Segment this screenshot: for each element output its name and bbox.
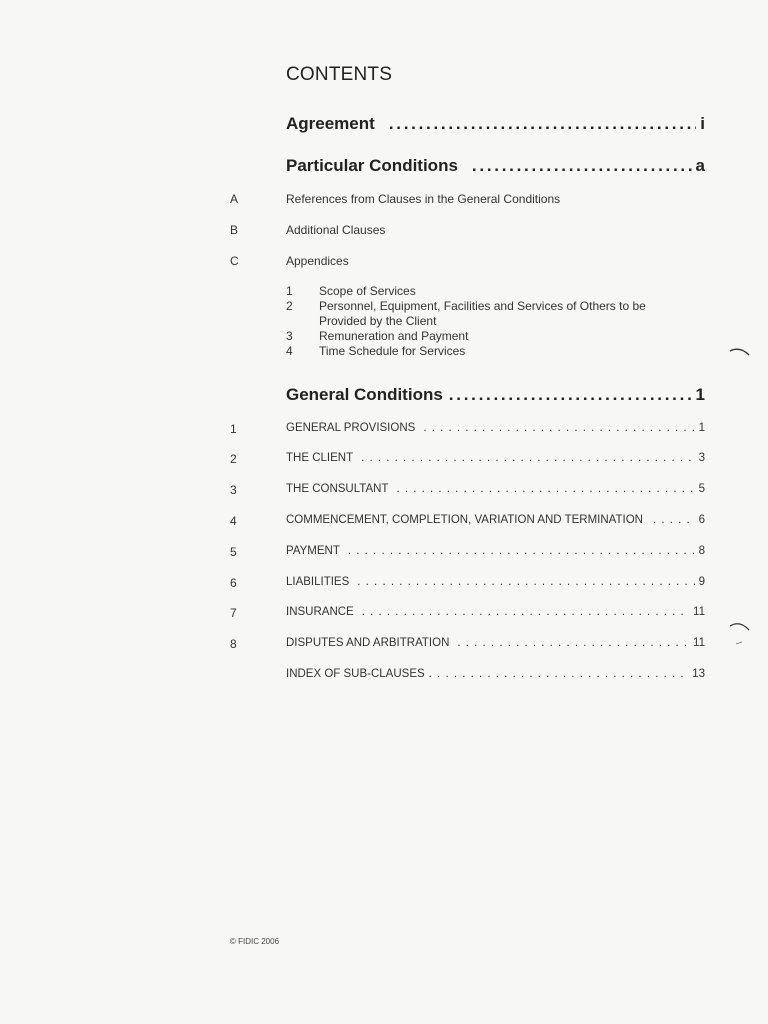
clause-page: 6 — [698, 514, 705, 526]
toc-entry-general-conditions[interactable] — [286, 385, 705, 405]
appendix-title: Scope of Services — [319, 284, 416, 298]
leader-dots — [396, 483, 695, 495]
clause-page: 3 — [698, 452, 705, 464]
appendix-item[interactable] — [286, 344, 669, 359]
toc-entry-label: General Conditions — [286, 385, 443, 404]
leader-dots — [348, 545, 696, 557]
toc-clause-liabilities[interactable] — [286, 576, 705, 588]
appendices-list — [286, 284, 669, 359]
appendix-number: 3 — [286, 329, 293, 343]
clause-title: INSURANCE — [286, 606, 354, 618]
leader-dots — [389, 114, 696, 134]
toc-entry-particular-conditions[interactable] — [286, 156, 705, 176]
scan-mark-icon — [728, 617, 752, 651]
leader-dots — [361, 452, 696, 464]
toc-clause-disputes[interactable] — [286, 637, 705, 649]
appendix-item[interactable] — [286, 284, 669, 299]
leader-dots — [472, 156, 692, 176]
clause-page: 9 — [698, 576, 705, 588]
clause-page: 8 — [698, 545, 705, 557]
clause-title: PAYMENT — [286, 545, 340, 557]
toc-clause-commencement[interactable] — [286, 514, 705, 526]
clause-title: GENERAL PROVISIONS — [286, 422, 416, 434]
toc-clause-payment[interactable] — [286, 545, 705, 557]
toc-subentry-additional-clauses[interactable]: Additional Clauses — [286, 223, 386, 237]
toc-entry-agreement[interactable] — [286, 114, 705, 134]
appendix-title: Remuneration and Payment — [319, 329, 469, 343]
clause-number: 3 — [230, 483, 237, 497]
clause-title: THE CONSULTANT — [286, 483, 389, 495]
scan-mark-icon — [728, 344, 752, 358]
clause-number: 5 — [230, 545, 237, 559]
appendix-number: 1 — [286, 284, 293, 298]
appendix-title: Personnel, Equipment, Facilities and Services of Others to be Provided by the Client — [319, 299, 646, 328]
clause-number: 8 — [230, 637, 237, 651]
toc-clause-the-consultant[interactable] — [286, 483, 705, 495]
toc-entry-page: a — [695, 156, 705, 175]
toc-clause-index[interactable] — [286, 668, 705, 680]
leader-dots — [429, 668, 690, 680]
appendix-number: 2 — [286, 299, 293, 313]
leader-dots — [449, 385, 692, 405]
toc-entry-label: Agreement — [286, 114, 375, 133]
clause-number: 7 — [230, 606, 237, 620]
toc-clause-the-client[interactable] — [286, 452, 705, 464]
section-letter: C — [230, 254, 239, 268]
section-letter: A — [230, 192, 239, 206]
leader-dots — [653, 514, 696, 526]
appendix-item[interactable] — [286, 299, 669, 329]
clause-number: 2 — [230, 452, 237, 466]
clause-page: 1 — [698, 422, 705, 434]
clause-title: LIABILITIES — [286, 576, 350, 588]
page-title: CONTENTS — [286, 64, 393, 85]
toc-entry-page: i — [700, 114, 705, 133]
leader-dots — [357, 576, 695, 588]
clause-page: 11 — [693, 637, 705, 649]
toc-subentry-appendices[interactable]: Appendices — [286, 254, 349, 268]
clause-title: INDEX OF SUB-CLAUSES — [286, 668, 425, 680]
toc-entry-label: Particular Conditions — [286, 156, 458, 175]
appendix-number: 4 — [286, 344, 293, 358]
toc-clause-insurance[interactable] — [286, 606, 705, 618]
clause-page: 13 — [692, 668, 705, 680]
leader-dots — [457, 637, 690, 649]
toc-clause-general-provisions[interactable] — [286, 422, 705, 434]
clause-page: 5 — [698, 483, 705, 495]
clause-title: DISPUTES AND ARBITRATION — [286, 637, 450, 649]
toc-subentry-references[interactable]: References from Clauses in the General Conditions — [286, 192, 561, 206]
clause-title: COMMENCEMENT, COMPLETION, VARIATION AND TERMINATION — [286, 514, 643, 526]
clause-title: THE CLIENT — [286, 452, 354, 464]
clause-page: 11 — [693, 606, 705, 618]
section-letter: B — [230, 223, 239, 237]
appendix-title: Time Schedule for Services — [319, 344, 466, 358]
leader-dots — [423, 422, 695, 434]
toc-entry-page: 1 — [695, 385, 705, 404]
clause-number: 1 — [230, 422, 237, 436]
clause-number: 4 — [230, 514, 237, 528]
clause-number: 6 — [230, 576, 237, 590]
appendix-item[interactable] — [286, 329, 669, 344]
leader-dots — [362, 606, 690, 618]
copyright-footer: © FIDIC 2006 — [230, 937, 280, 946]
